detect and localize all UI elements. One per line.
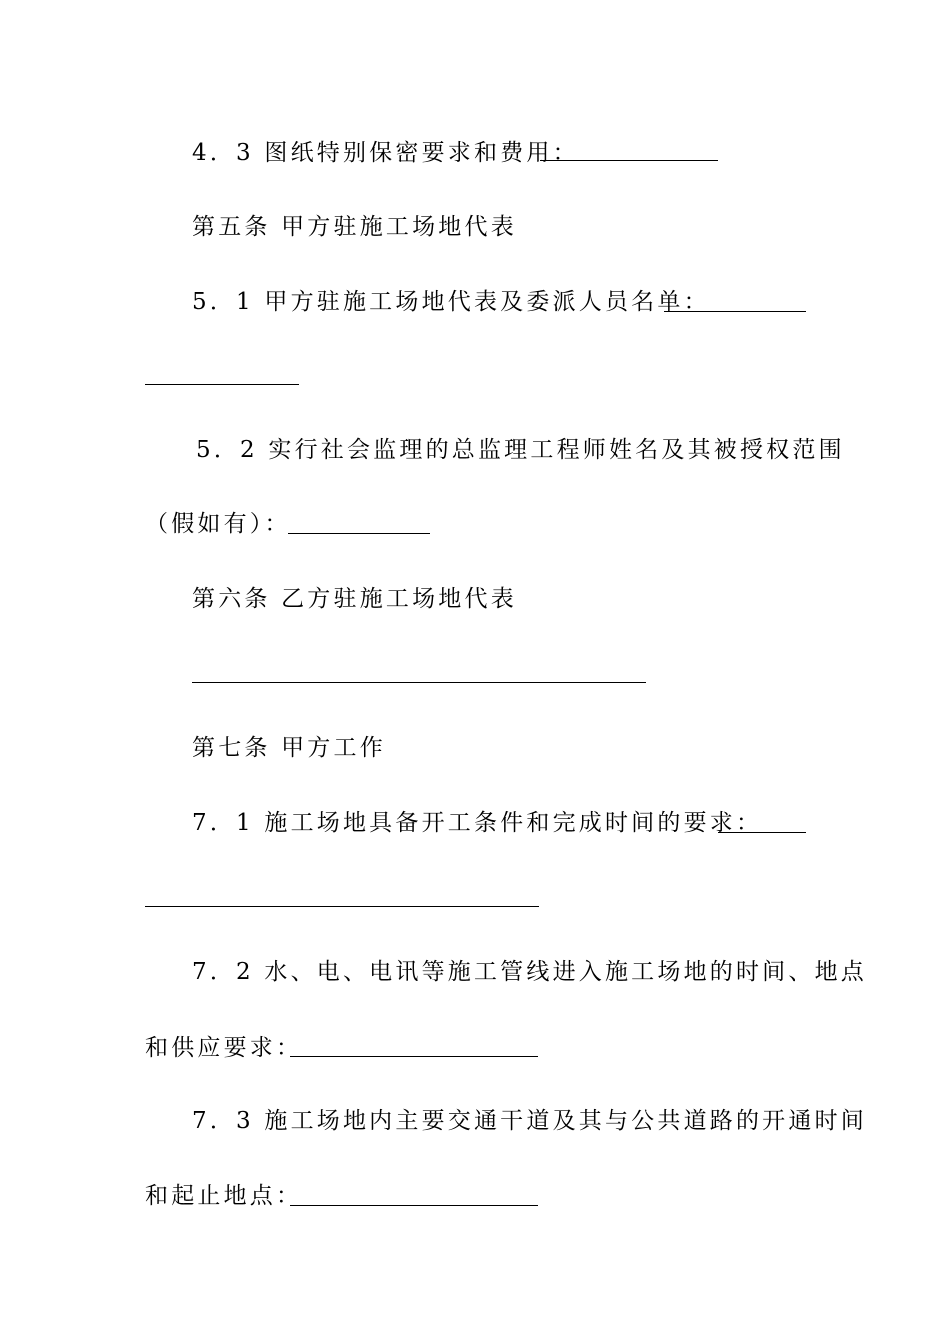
fill-blank-7-1-b — [145, 906, 539, 907]
fill-blank-7-3 — [290, 1205, 538, 1206]
article-5-heading: 第五条 甲方驻施工场地代表 — [192, 214, 517, 240]
fill-blank-7-2 — [290, 1056, 538, 1057]
fill-blank-article-6 — [192, 682, 646, 683]
clause-7-2-line1: 7．2 水、电、电讯等施工管线进入施工场地的时间、地点 — [192, 959, 867, 985]
fill-blank-5-1-a — [664, 311, 806, 312]
fill-blank-5-1-b — [145, 384, 299, 385]
article-6-heading: 第六条 乙方驻施工场地代表 — [192, 586, 517, 612]
fill-blank-5-2 — [288, 533, 430, 534]
clause-4-3: 4．3 图纸特别保密要求和费用： — [192, 140, 579, 166]
fill-blank-4-3 — [540, 160, 718, 161]
clause-5-2-line1: 5．2 实行社会监理的总监理工程师姓名及其被授权范围 — [196, 437, 845, 463]
clause-7-3-line2: 和起止地点： — [145, 1183, 303, 1209]
clause-7-2-line2: 和供应要求： — [145, 1035, 303, 1061]
article-7-heading: 第七条 甲方工作 — [192, 735, 386, 761]
clause-5-2-line2: （假如有）： — [145, 511, 291, 537]
fill-blank-7-1-a — [718, 832, 806, 833]
clause-7-1: 7．1 施工场地具备开工条件和完成时间的要求： — [192, 810, 763, 836]
clause-7-3-line1: 7．3 施工场地内主要交通干道及其与公共道路的开通时间 — [192, 1108, 867, 1134]
clause-5-1: 5．1 甲方驻施工场地代表及委派人员名单： — [192, 289, 710, 315]
